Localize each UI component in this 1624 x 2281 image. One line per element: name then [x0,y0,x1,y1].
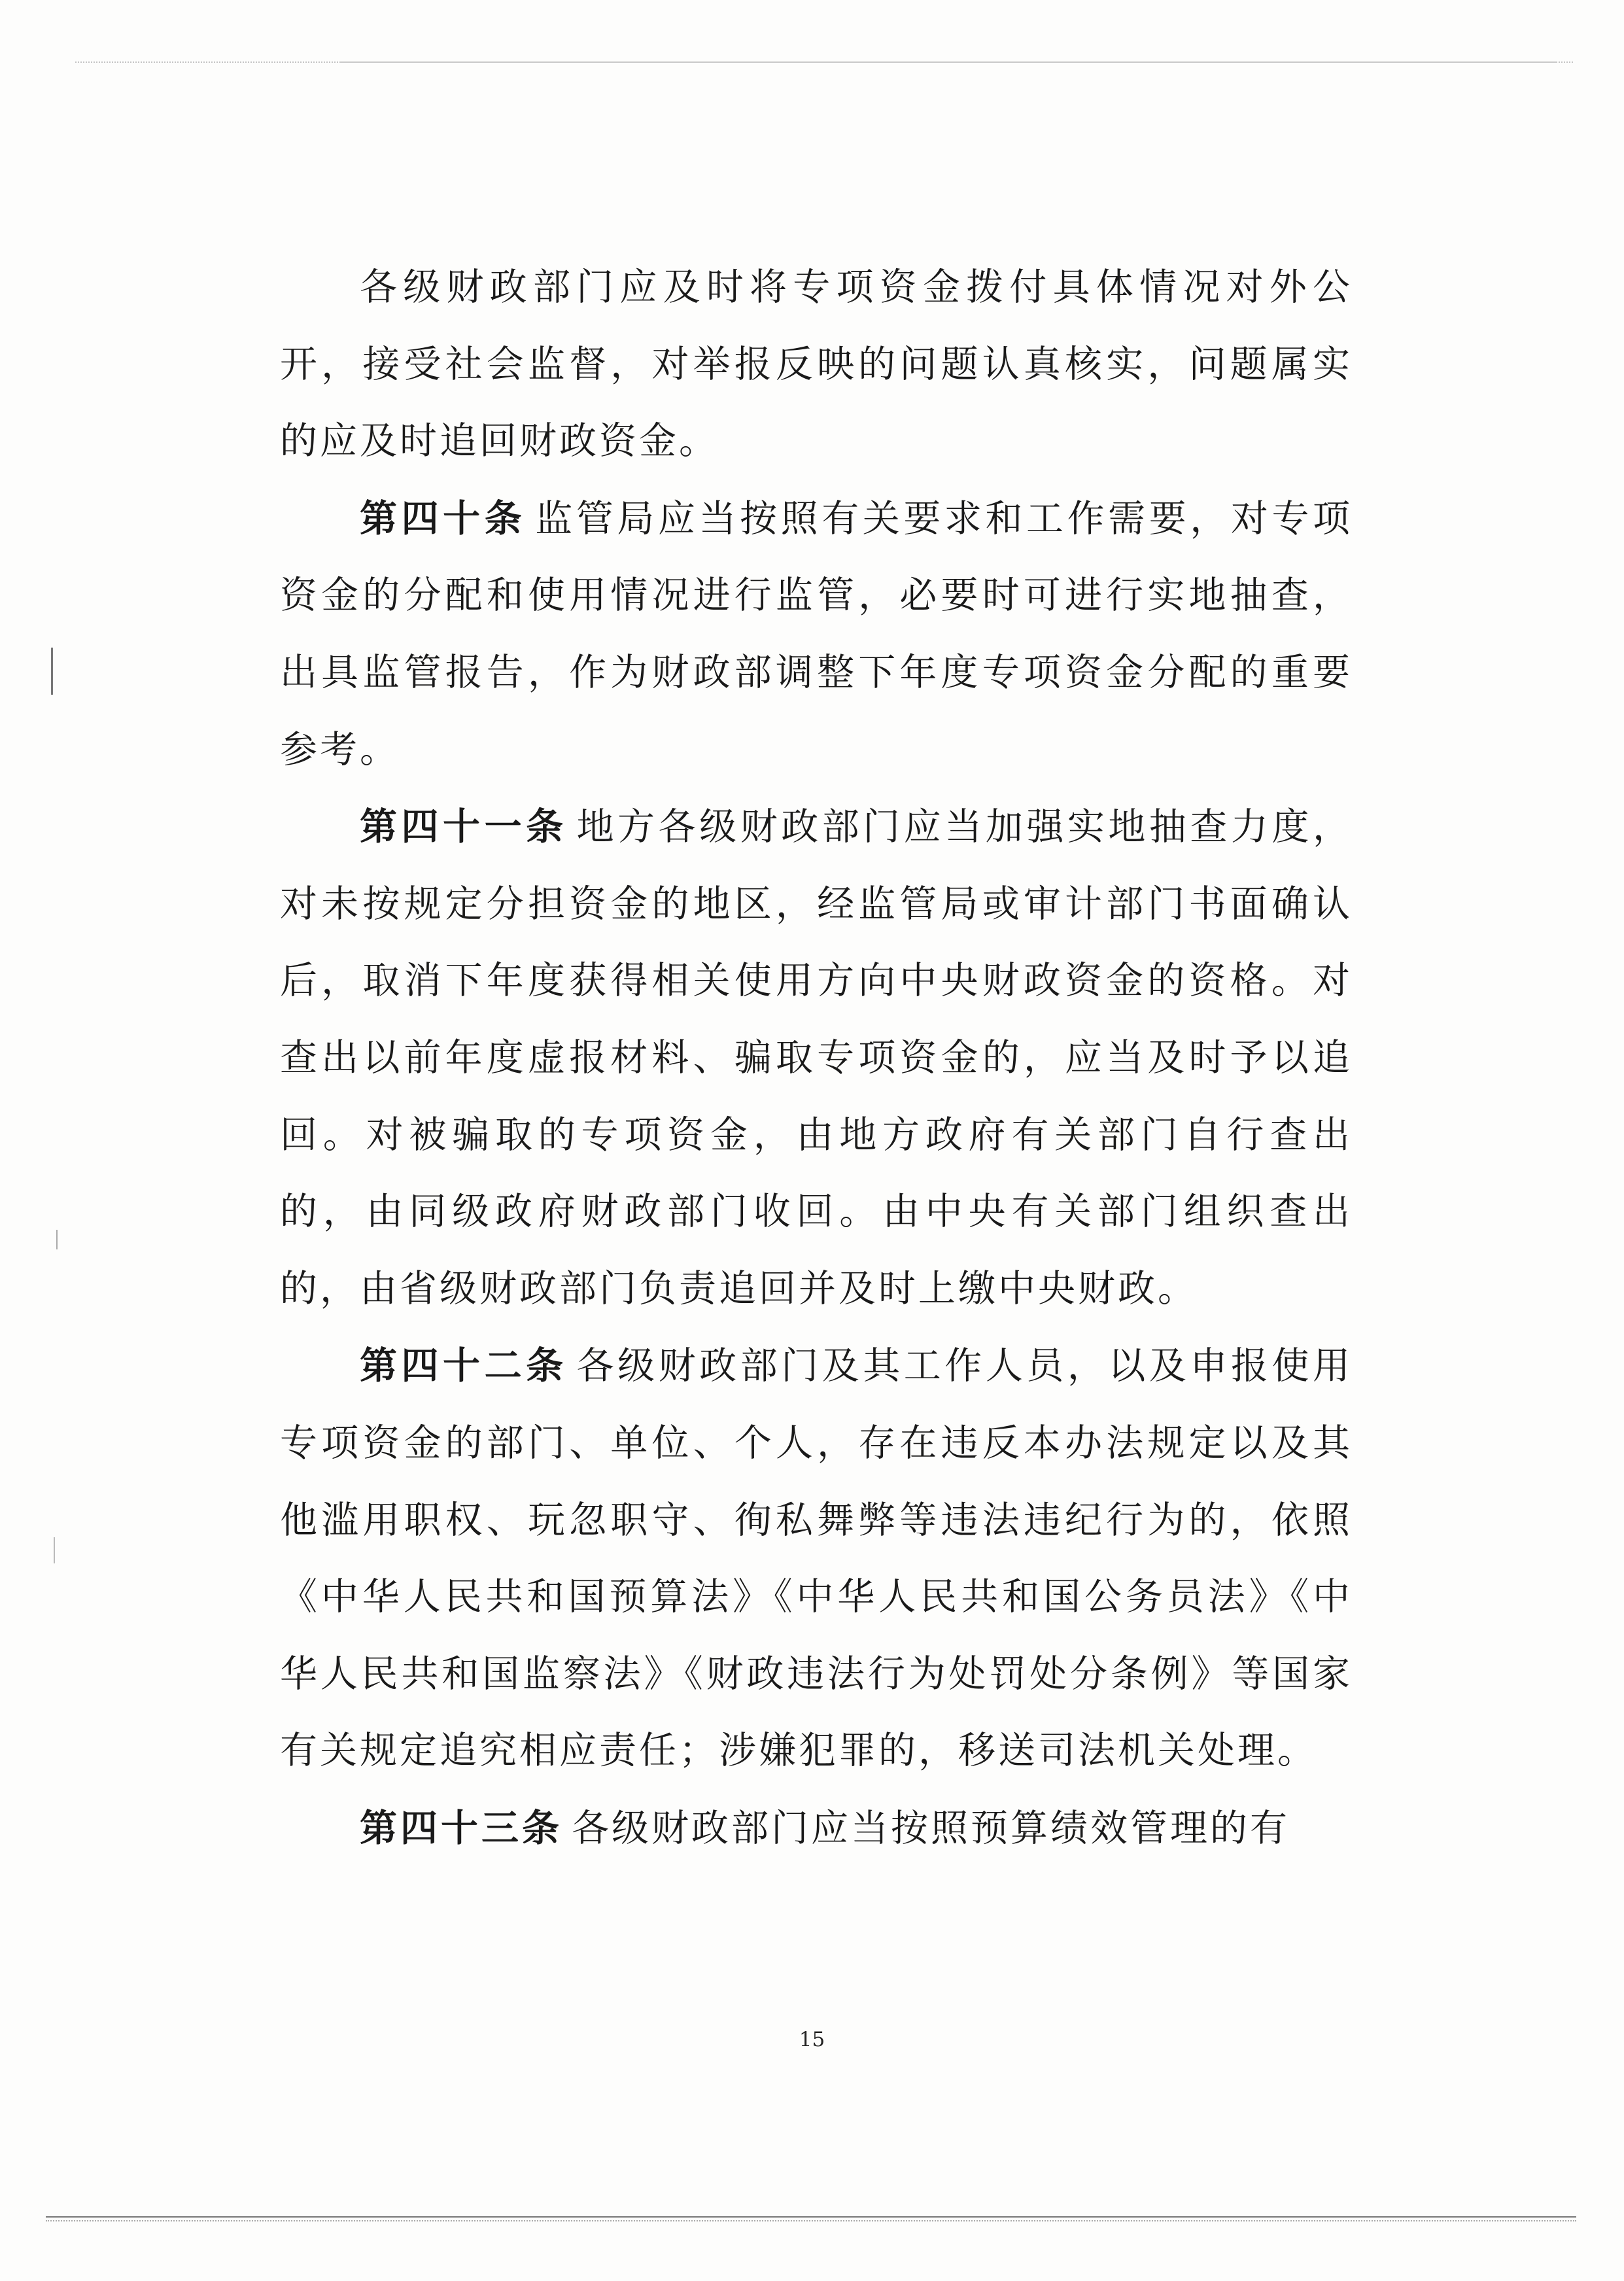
article-number: 第四十二条 [360,1344,568,1388]
paragraph-article-43 [280,1790,1353,1868]
paragraph-text: 各级财政部门应及时将专项资金拨付具体情况对外公开，接受社会监督，对举报反映的问题认真核实，问题属实的应及时追回财政资金。 [280,266,1353,463]
scan-edge-mark [54,1537,55,1563]
scan-border-top-solid [340,61,1557,63]
paragraph-text: 各级财政部门及其工作人员，以及申报使用专项资金的部门、单位、个人，存在违反本办法规定以及其他滥用职权、玩忽职守、徇私舞弊等违法违纪行为的，依照《中华人民共和国预算法》《中华人民共和国公务员法》《中华人民共和国监察法》《财政违法行为处罚处分条例》等国家有关规定追究相应责任；涉嫌犯罪的，移送司法机关处理。 [280,1344,1353,1773]
article-number: 第四十三条 [360,1805,562,1850]
scan-edge-mark [56,1230,58,1249]
paragraph-intro [280,249,1353,480]
paragraph-text: 各级财政部门应当按照预算绩效管理的有 [572,1806,1290,1850]
paragraph-text: 地方各级财政部门应当加强实地抽查力度，对未按规定分担资金的地区，经监管局或审计部门书面确认后，取消下年度获得相关使用方向中央财政资金的资格。对查出以前年度虚报材料、骗取专项资金的，应当及时予以追回。对被骗取的专项资金，由地方政府有关部门自行查出的，由同级政府财政部门收回。由中央有关部门组织查出的，由省级财政部门负责追回并及时上缴中央财政。 [280,805,1353,1310]
scan-edge-mark [51,648,53,695]
page-number: 15 [799,2028,825,2051]
scan-border-bottom-dotted [46,2220,1576,2221]
paragraph-article-42 [280,1327,1353,1790]
article-number: 第四十条 [360,496,527,540]
article-number: 第四十一条 [360,805,568,849]
paragraph-article-41 [280,788,1353,1327]
scan-border-bottom [46,2216,1576,2218]
document-body [280,249,1353,1867]
paragraph-article-40 [280,480,1353,788]
paragraph-text: 监管局应当按照有关要求和工作需要，对专项资金的分配和使用情况进行监管，必要时可进行实地抽查，出具监管报告，作为财政部调整下年度专项资金分配的重要参考。 [280,496,1353,771]
